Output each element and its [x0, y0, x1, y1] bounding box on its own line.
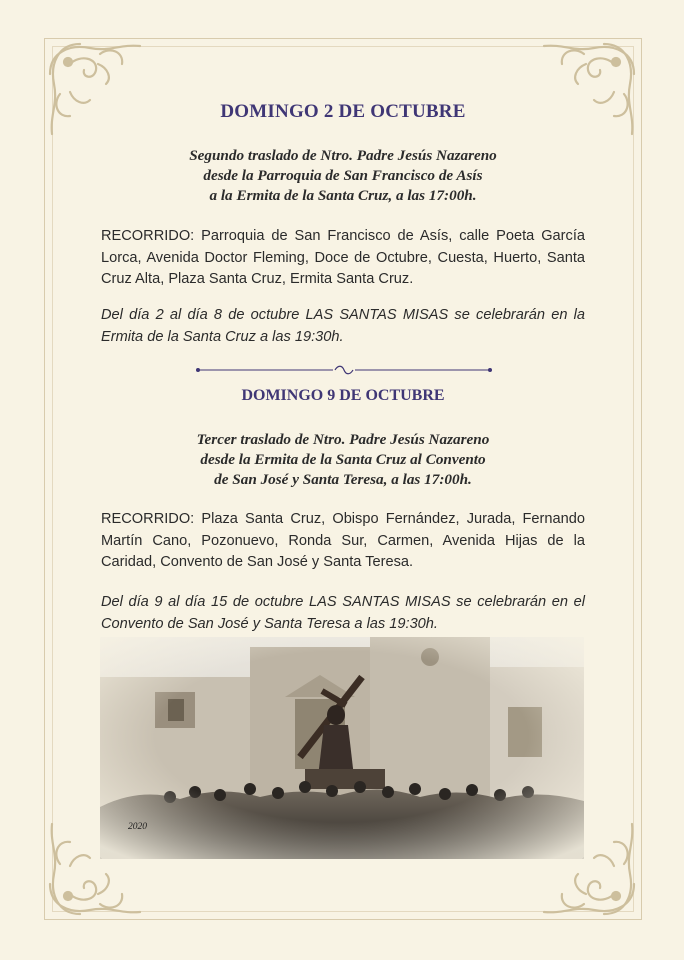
event2-subtitle-line: de San José y Santa Teresa, a las 17:00h.: [214, 471, 472, 488]
event2-masses: Del día 9 al día 15 de octubre LAS SANTAS MISAS se celebrarán en el Convento de San José y Santa Teresa a las 19:30h.: [101, 594, 585, 632]
event2-route: RECORRIDO: Plaza Santa Cruz, Obispo Fernández, Jurada, Fernando Martín Cano, Pozonuevo, Ronda Sur, Carmen, Avenida Hijas de la Caridad, Convento de San José y Santa Teresa.: [101, 511, 585, 570]
event2-subtitle-line: desde la Ermita de la Santa Cruz al Convento: [200, 451, 486, 468]
event1-route: RECORRIDO: Parroquia de San Francisco de Asís, calle Poeta García Lorca, Avenida Doctor Fleming, Doce de Octubre, Cuesta, Huerto, Santa Cruz Alta, Plaza Santa Cruz, Ermita Santa Cruz.: [101, 228, 585, 287]
photo-year-caption: 2020: [128, 822, 147, 832]
ornament-top-right-icon: [534, 34, 644, 144]
event1-subtitle-line: desde la Parroquia de San Francisco de Asís: [203, 167, 483, 184]
section-divider: [195, 364, 493, 376]
procession-photo-image: [100, 637, 584, 859]
event1-subtitle: [60, 146, 626, 206]
procession-photo: [100, 637, 584, 859]
event2-heading: DOMINGO 9 DE OCTUBRE: [241, 387, 445, 404]
event1-masses: Del día 2 al día 8 de octubre LAS SANTAS MISAS se celebrarán en la Ermita de la Santa Cruz a las 19:30h.: [101, 307, 585, 345]
event2-subtitle-line: Tercer traslado de Ntro. Padre Jesús Nazareno: [196, 431, 490, 448]
event1-heading: DOMINGO 2 DE OCTUBRE: [220, 101, 466, 122]
event2-subtitle: [60, 430, 626, 490]
ornament-top-left-icon: [40, 34, 150, 144]
event1-subtitle-line: a la Ermita de la Santa Cruz, a las 17:00h.: [209, 187, 477, 204]
event1-subtitle-line: Segundo traslado de Ntro. Padre Jesús Nazareno: [189, 147, 497, 164]
